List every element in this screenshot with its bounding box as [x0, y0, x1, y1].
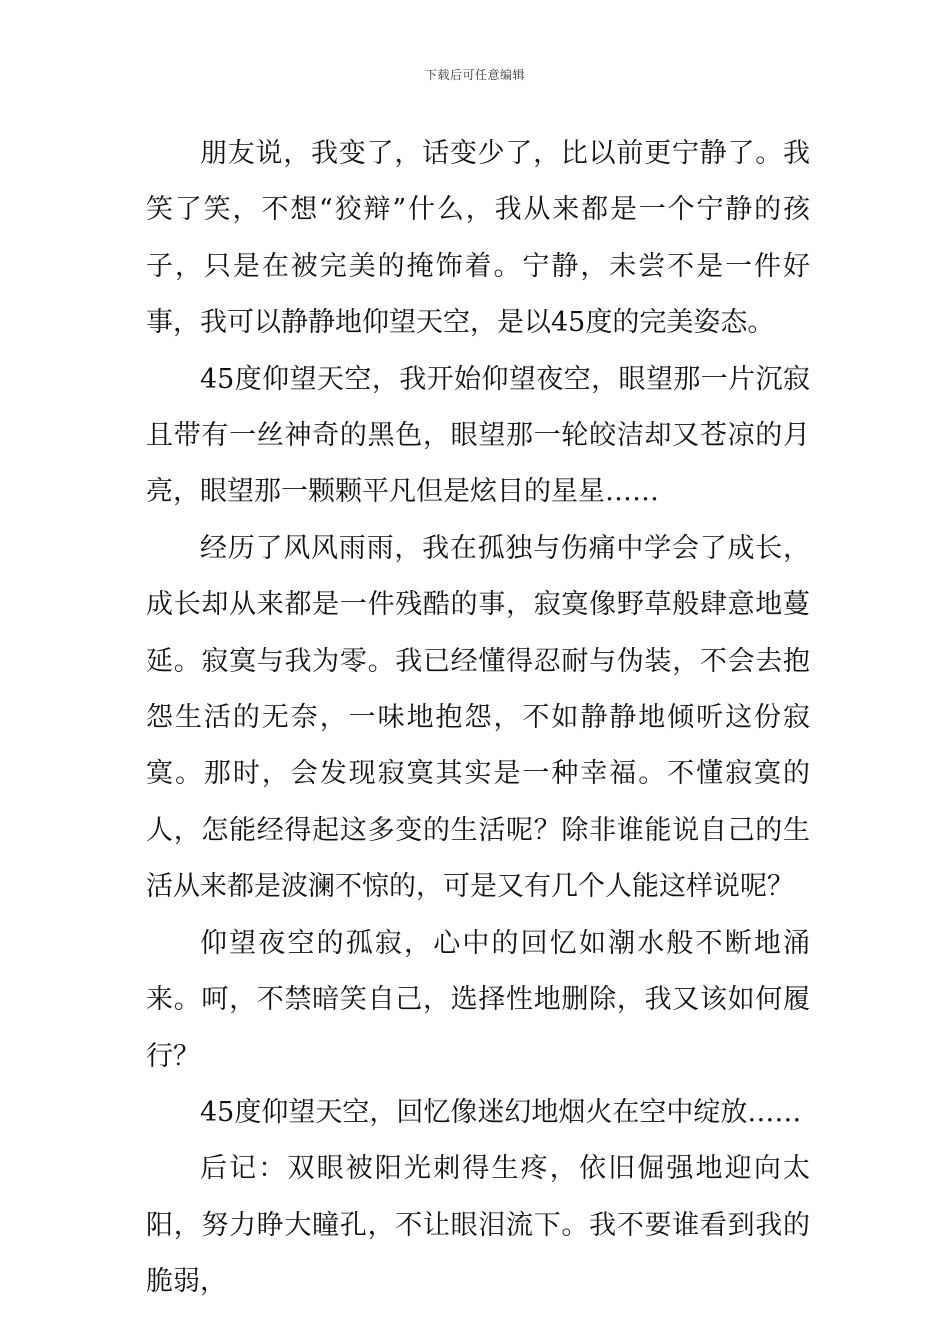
paragraph: 仰望夜空的孤寂，心中的回忆如潮水般不断地涌来。呵，不禁暗笑自己，选择性地删除，我又该如何履行？ — [146, 927, 810, 1072]
paragraph: 45度仰望天空，回忆像迷幻地烟火在空中绽放…… — [200, 1096, 802, 1128]
paragraph: 后记：双眼被阳光刺得生疼，依旧倔强地迎向太阳，努力睁大瞳孔，不让眼泪流下。我不要谁看到我的脆弱， — [146, 1153, 810, 1298]
document-body — [146, 126, 810, 1311]
paragraph: 经历了风风雨雨，我在孤独与伤痛中学会了成长，成长却从来都是一件残酷的事，寂寞像野草般肆意地蔓延。寂寞与我为零。我已经懂得忍耐与伪装，不会去抱怨生活的无奈，一味地抱怨，不如静静地倾听这份寂寞。那时，会发现寂寞其实是一种幸福。不懂寂寞的人，怎能经得起这多变的生活呢？除非谁能说自己的生活从来都是波澜不惊的，可是又有几个人能这样说呢？ — [146, 532, 810, 903]
paragraph: 45度仰望天空，我开始仰望夜空，眼望那一片沉寂且带有一丝神奇的黑色，眼望那一轮皎洁却又苍凉的月亮，眼望那一颗颗平凡但是炫目的星星…… — [146, 363, 810, 508]
paragraph: 朋友说，我变了，话变少了，比以前更宁静了。我笑了笑，不想“狡辩”什么，我从来都是一个宁静的孩子，只是在被完美的掩饰着。宁静，未尝不是一件好事，我可以静静地仰望天空，是以45度的完美姿态。 — [146, 138, 810, 339]
page-header: 下载后可任意编辑 — [424, 68, 525, 82]
